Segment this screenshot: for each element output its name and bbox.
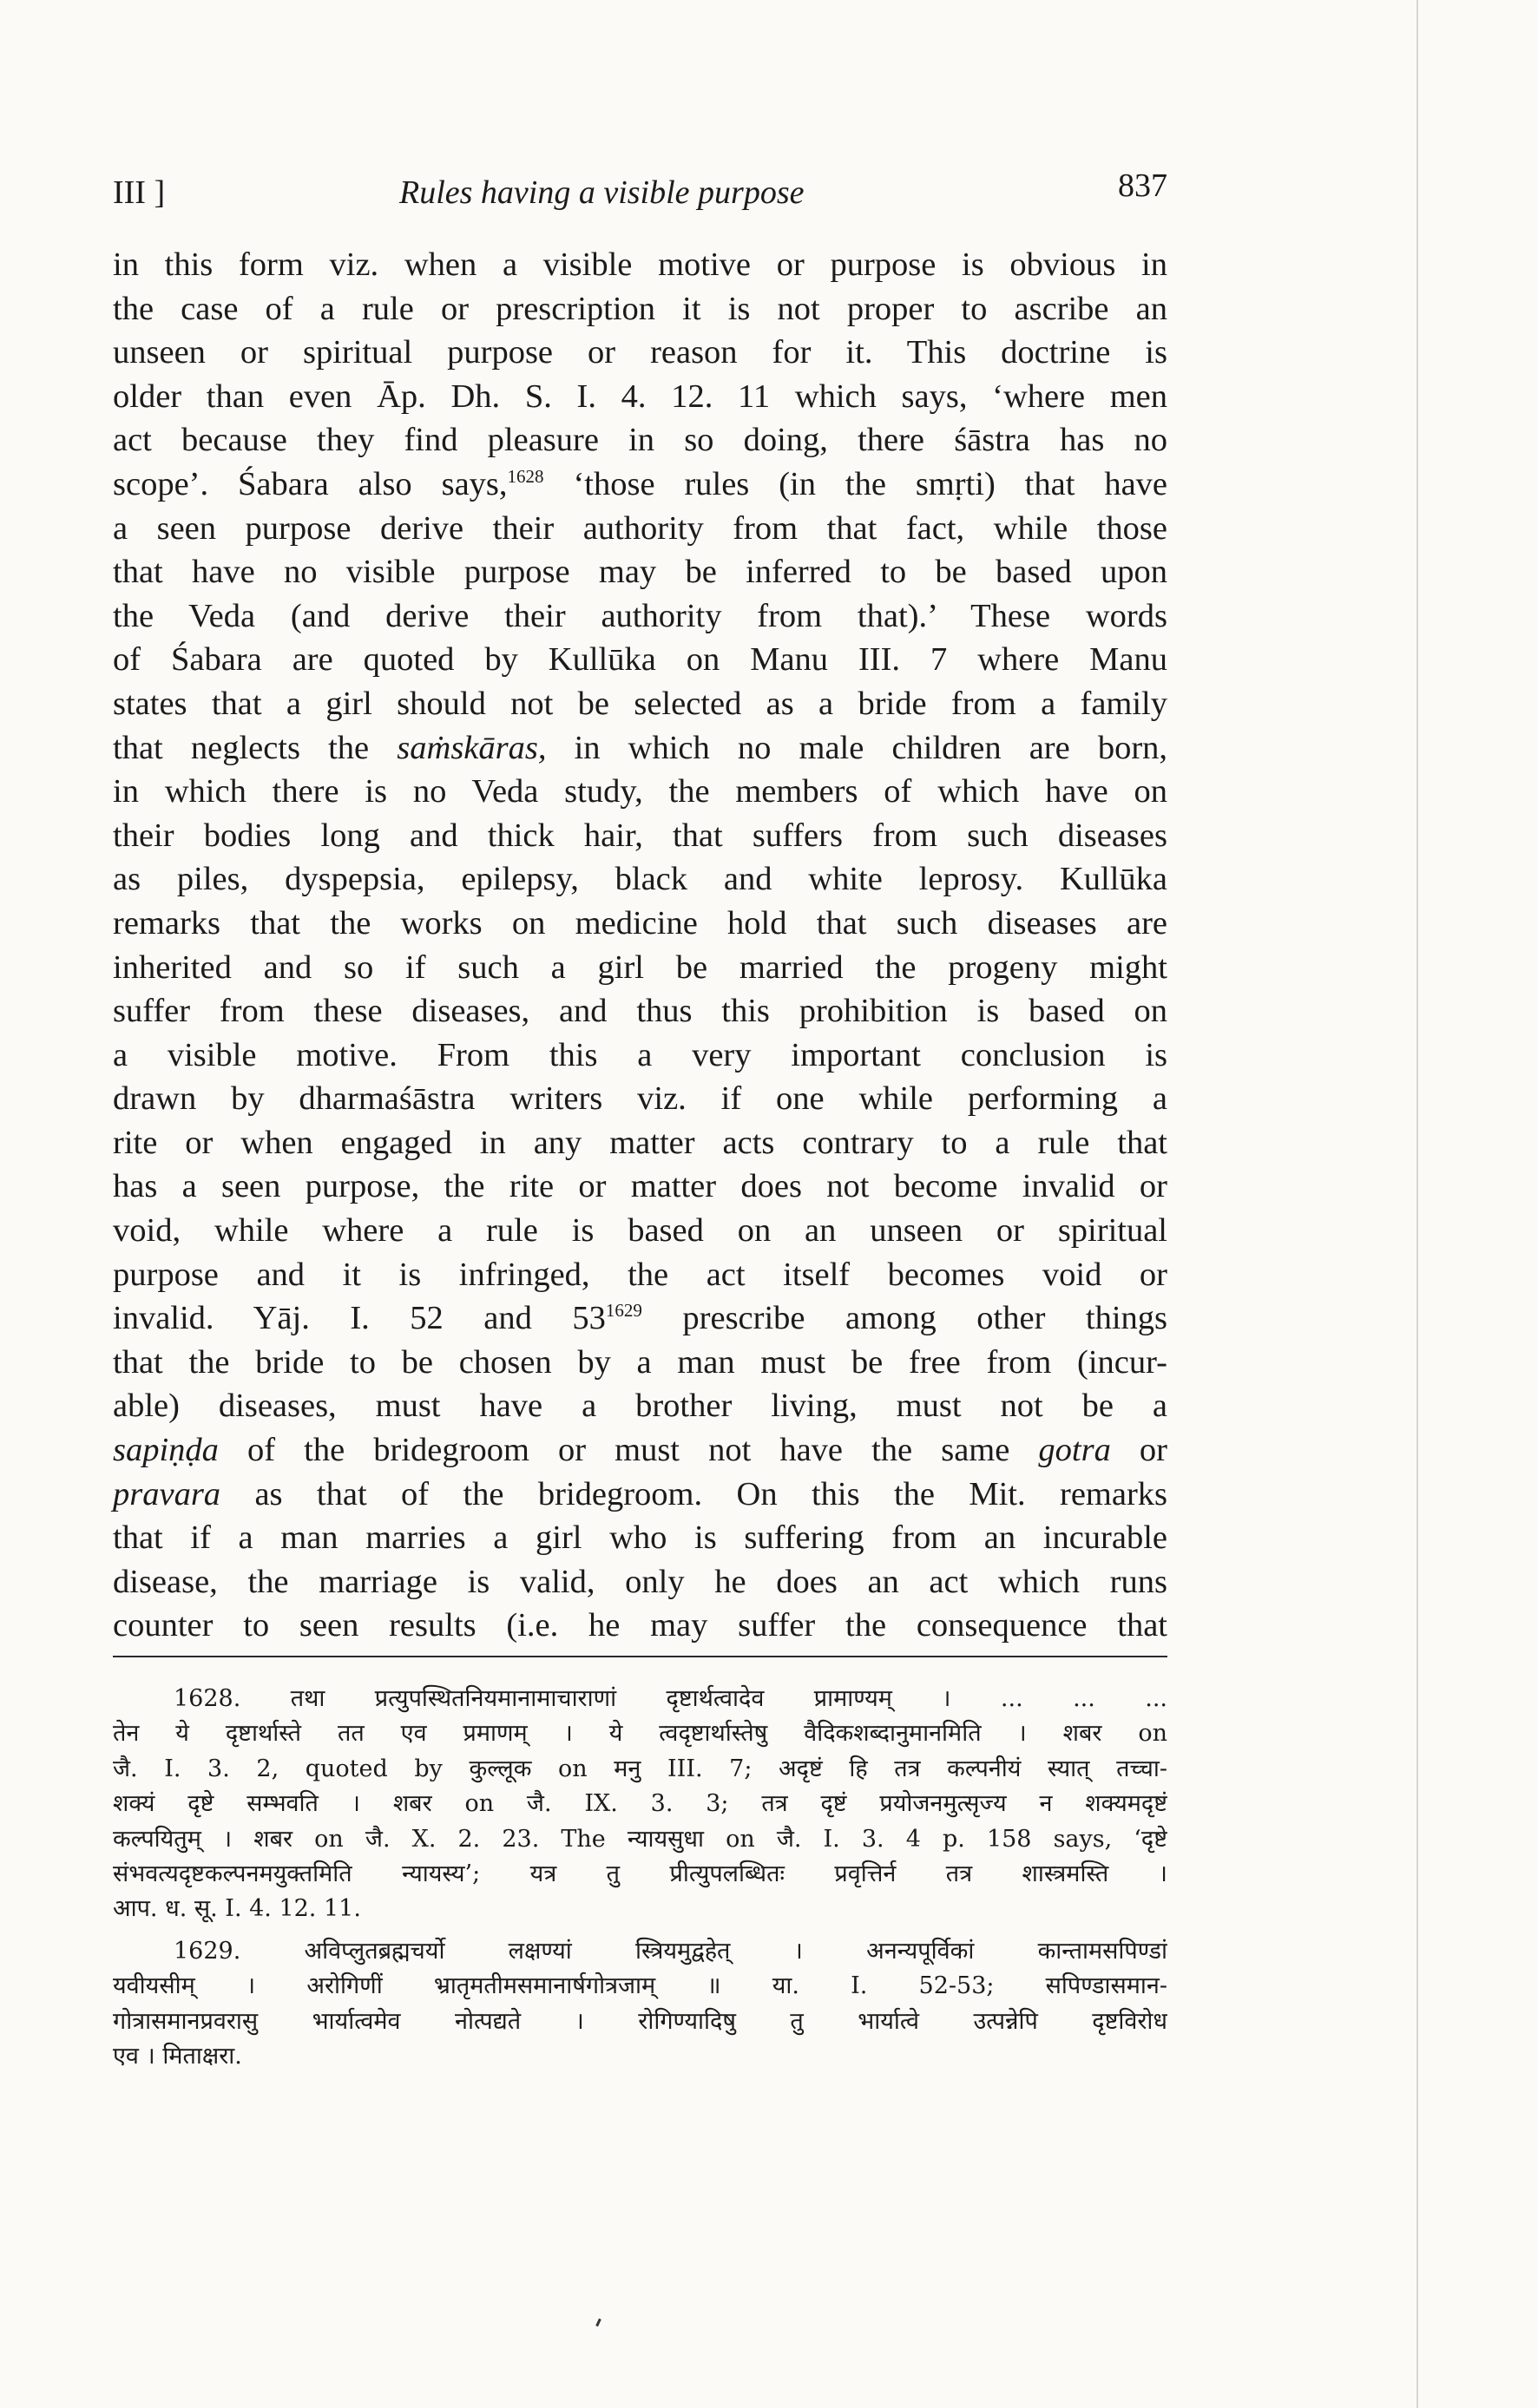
- footnote-divider: [113, 1656, 1167, 1657]
- text-line: of Śabara are quoted by Kullūka on Manu III. 7 where Manu: [113, 641, 1167, 679]
- text-line: purpose and it is infringed, the act itself becomes void or: [113, 1256, 1167, 1293]
- italic-term: sapiṇḍa: [113, 1432, 219, 1469]
- footnote-1629-line: गोत्रासमानप्रवरासु भार्यात्वमेव नोत्पद्यते । रोगिण्यादिषु तु भार्यात्वे उत्पन्नेपि दृष्टविरोध: [113, 2007, 1167, 2035]
- footnote-1628-line: संभवत्यदृष्टकल्पनमयुक्तमिति न्यायस्य’; यत्र तु प्रीत्युपलब्धितः प्रवृत्तिर्न तत्र शास्त्रमस्ति ।: [113, 1860, 1167, 1887]
- text-line: pravara as that of the bridegroom. On this the Mit. remarks: [113, 1475, 1168, 1512]
- footnote-1628-line: 1628. तथा प्रत्युपस्थितनियमानामाचाराणां दृष्टार्थत्वादेव प्रामाण्यम् । ... ... ...: [174, 1685, 1167, 1712]
- footnote-ref-1629[interactable]: 1629: [605, 1300, 642, 1322]
- text-line: act because they find pleasure in so doing, there śāstra has no: [113, 422, 1167, 459]
- text-line: suffer from these diseases, and thus this prohibition is based on: [113, 993, 1167, 1030]
- text-line: their bodies long and thick hair, that suffers from such diseases: [113, 817, 1167, 854]
- text-line: scope’. Śabara also says,$^{1628}$ ‘those rules (in the smṛti) that have: [113, 465, 1167, 502]
- footnotes: [113, 1682, 1167, 2074]
- italic-term: saṁskāras,: [397, 729, 547, 766]
- text-line: the case of a rule or prescription it is not proper to ascribe an: [113, 290, 1167, 327]
- footnote-1628-line: शक्यं दृष्टे सम्भवति । शबर on जै. IX. 3. 3; तत्र दृष्टं प्रयोजनमुत्सृज्य न शक्यमदृष्टं: [113, 1790, 1167, 1818]
- text-line: remarks that the works on medicine hold that such diseases are: [113, 904, 1167, 942]
- italic-term: gotra: [1038, 1432, 1111, 1469]
- text-line: inherited and so if such a girl be married the progeny might: [113, 948, 1167, 986]
- footnote-1628-line: जै. I. 3. 2, quoted by कुल्लूक on मनु III. 7; अदृष्टं हि तत्र कल्पनीयं स्यात् तच्चा-: [113, 1755, 1167, 1782]
- text-line: a seen purpose derive their authority from that fact, while those: [113, 509, 1167, 547]
- footnote-1629-line: 1629. अविप्लुतब्रह्मचर्यो लक्षण्यां स्त्रियमुद्वहेत् । अनन्यपूर्विकां कान्तामसपिण्डां: [174, 1937, 1167, 1965]
- footnote-1628-line: आप. ध. सू. I. 4. 12. 11.: [113, 1895, 361, 1923]
- text-line: counter to seen results (i.e. he may suffer the consequence that: [113, 1607, 1167, 1644]
- text-line: sapiṇḍa of the bridegroom or must not have the same gotra or: [113, 1432, 1167, 1469]
- text-line: as piles, dyspepsia, epilepsy, black and white leprosy. Kullūka: [113, 861, 1167, 898]
- text-line: rite or when engaged in any matter acts contrary to a rule that: [113, 1124, 1167, 1161]
- running-header: [113, 167, 1167, 226]
- text-line: that the bride to be chosen by a man must be free from (incur-: [113, 1343, 1167, 1381]
- footnote-1629-line: एव । मिताक्षरा.: [113, 2042, 242, 2070]
- text-line: void, while where a rule is based on an unseen or spiritual: [113, 1212, 1167, 1250]
- text-line: older than even Āp. Dh. S. I. 4. 12. 11 which says, ‘where men: [113, 377, 1167, 415]
- footnote-ref-1628[interactable]: 1628: [507, 465, 544, 487]
- text-line: a visible motive. From this a very important conclusion is: [113, 1036, 1167, 1073]
- text-line: unseen or spiritual purpose or reason for it. This doctrine is: [113, 334, 1167, 371]
- italic-term: pravara: [113, 1475, 221, 1512]
- text-line: that neglects the saṁskāras, in which no male children are born,: [113, 729, 1168, 766]
- text-line: invalid. Yāj. I. 52 and $53^{1629}$ prescribe among other things: [113, 1300, 1168, 1337]
- footnote-1628-line: कल्पयितुम् । शबर on जै. X. 2. 23. The न्यायसुधा on जै. I. 3. 4 p. 158 says, ‘दृष्टे: [113, 1825, 1167, 1853]
- text-line: drawn by dharmaśāstra writers viz. if one while performing a: [113, 1080, 1167, 1118]
- text-line: has a seen purpose, the rite or matter does not become invalid or: [113, 1168, 1167, 1205]
- section-marker: III ]: [113, 174, 166, 211]
- text-line: able) diseases, must have a brother living, must not be a: [113, 1388, 1167, 1425]
- text-line: disease, the marriage is valid, only he does an act which runs: [113, 1563, 1167, 1600]
- text-line: the Veda (and derive their authority from that).’ These words: [113, 597, 1167, 634]
- text-line: that if a man marries a girl who is suffering from an incurable: [113, 1519, 1167, 1557]
- running-title: Rules having a visible purpose: [399, 174, 805, 211]
- footnote-1629-line: यवीयसीम् । अरोगिणीं भ्रातृमतीमसमानार्षगोत्रजाम् ॥ या. I. 52-53; सपिण्डासमान-: [113, 1972, 1167, 2000]
- print-speck: [595, 2319, 601, 2326]
- text-line: states that a girl should not be selected as a bride from a family: [113, 685, 1167, 722]
- page-number: 837: [1118, 167, 1167, 204]
- text-line: in this form viz. when a visible motive or purpose is obvious in: [113, 246, 1167, 283]
- main-text: [113, 243, 1167, 1648]
- page-edge-line: [1416, 0, 1418, 2408]
- text-line: that have no visible purpose may be inferred to be based upon: [113, 554, 1167, 591]
- footnote-1628-line: तेन ये दृष्टार्थास्ते तत एव प्रमाणम् । ये त्वदृष्टार्थास्तेषु वैदिकशब्दानुमानमिति । शबर on: [113, 1720, 1167, 1748]
- text-line: in which there is no Veda study, the members of which have on: [113, 773, 1167, 810]
